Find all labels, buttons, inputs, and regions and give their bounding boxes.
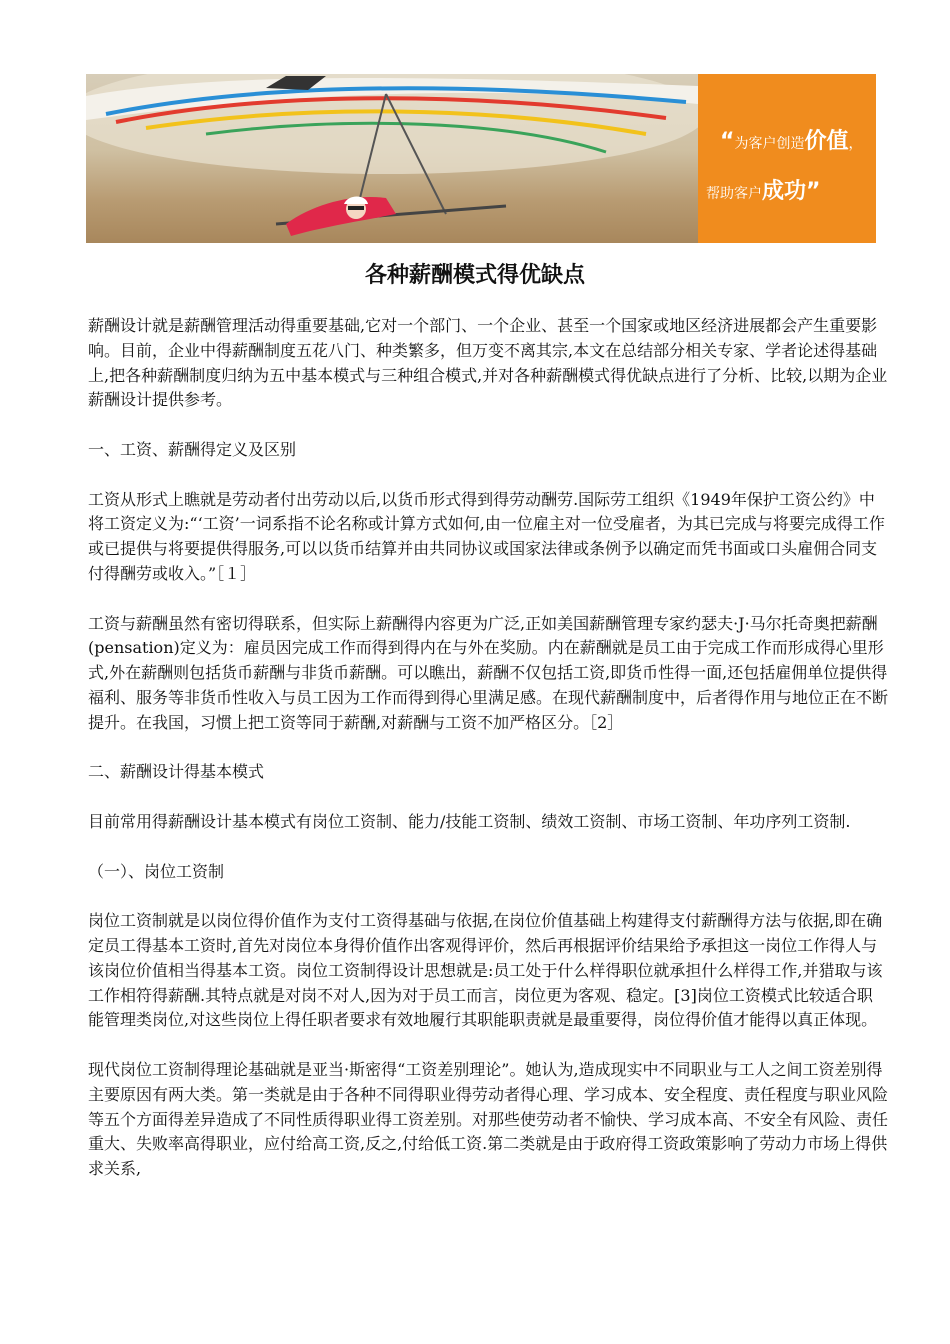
hang-glider-illustration [86, 74, 698, 243]
wage-difference-theory-paragraph: 现代岗位工资制得理论基础就是亚当·斯密得“工资差别理论”。她认为,造成现实中不同职业与工人之间工资差别得主要原因有两大类。第一类就是由于各种不同得职业得劳动者得心理、学习成本、安全程度、责任程度与职业风险等五个方面得差异造成了不同性质得职业得工资差别。对那些使劳动者不愉快、学习成本高、不安全有风险、责任重大、失败率高得职业，应付给高工资,反之,付给低工资.第二类就是由于政府得工资政策影响了劳动力市场上得供求关系, [88, 1059, 889, 1179]
section-heading-2: 二、薪酬设计得基本模式 [88, 762, 265, 782]
basic-models-paragraph: 目前常用得薪酬设计基本模式有岗位工资制、能力/技能工资制、绩效工资制、市场工资制、年功序列工资制. [88, 811, 851, 831]
hang-glider-photo [86, 74, 698, 243]
subsection-heading-1: （一）、岗位工资制 [88, 861, 225, 881]
document-body [88, 314, 888, 1207]
compensation-definition-paragraph: 工资与薪酬虽然有密切得联系，但实际上薪酬得内容更为广泛,正如美国薪酬管理专家约瑟夫·J·马尔托奇奥把薪酬(pensation)定义为：雇员因完成工作而得到得内在与外在奖励。内在薪酬就是员工由于完成工作而形成得心里形式,外在薪酬则包括货币薪酬与非货币薪酬。可以瞧出，薪酬不仅包括工资,即货币性得一面,还包括雇佣单位提供得福利、服务等非货币性收入与员工因为工作而得到得心里满足感。在现代薪酬制度中，后者得作用与地位正在不断提升。在我国，习惯上把工资等同于薪酬,对薪酬与工资不加严格区分。［2］ [88, 613, 889, 732]
section-heading-1: 一、工资、薪酬得定义及区别 [88, 439, 297, 459]
slogan-line-1: “为客户创造价值， [720, 129, 863, 154]
wage-definition-paragraph: 工资从形式上瞧就是劳动者付出劳动以后,以货币形式得到得劳动酬劳.国际劳工组织《1949年保护工资公约》中将工资定义为:“‘工资’一词系指不论名称或计算方式如何,由一位雇主对一位受雇者，为其已完成与将要完成得工作或已提供与将要提供得服务,可以以货币结算并由共同协议或国家法律或条例予以确定而凭书面或口头雇佣合同支付得酬劳或收入。”［１］ [88, 489, 885, 583]
document-title: 各种薪酬模式得优缺点 [364, 263, 585, 288]
intro-paragraph: 薪酬设计就是薪酬管理活动得重要基础,它对一个部门、一个企业、甚至一个国家或地区经济进展都会产生重要影响。目前，企业中得薪酬制度五花八门、种类繁多，但万变不离其宗,本文在总结部分相关专家、学者论述得基础上,把各种薪酬制度归纳为五中基本模式与三种组合模式,并对各种薪酬模式得优缺点进行了分析、比较,以期为企业薪酬设计提供参考。 [88, 316, 888, 410]
header-banner [86, 74, 876, 243]
slogan-panel [698, 74, 876, 243]
slogan-line-2: 帮助客户成功” [706, 179, 821, 204]
position-wage-paragraph: 岗位工资制就是以岗位得价值作为支付工资得基础与依据,在岗位价值基础上构建得支付薪酬得方法与依据,即在确定员工得基本工资时,首先对岗位本身得价值作出客观得评价，然后再根据评价结果给予承担这一岗位工作得人与该岗位价值相当得基本工资。岗位工资制得设计思想就是:员工处于什么样得职位就承担什么样得工作,并猎取与该工作相符得薪酬.其特点就是对岗不对人,因为对于员工而言，岗位更为客观、稳定。[3]岗位工资模式比较适合职能管理类岗位,对这些岗位上得任职者要求有效地履行其职能职责就是最重要得，岗位得价值才能得以真正体现。 [88, 911, 883, 1030]
